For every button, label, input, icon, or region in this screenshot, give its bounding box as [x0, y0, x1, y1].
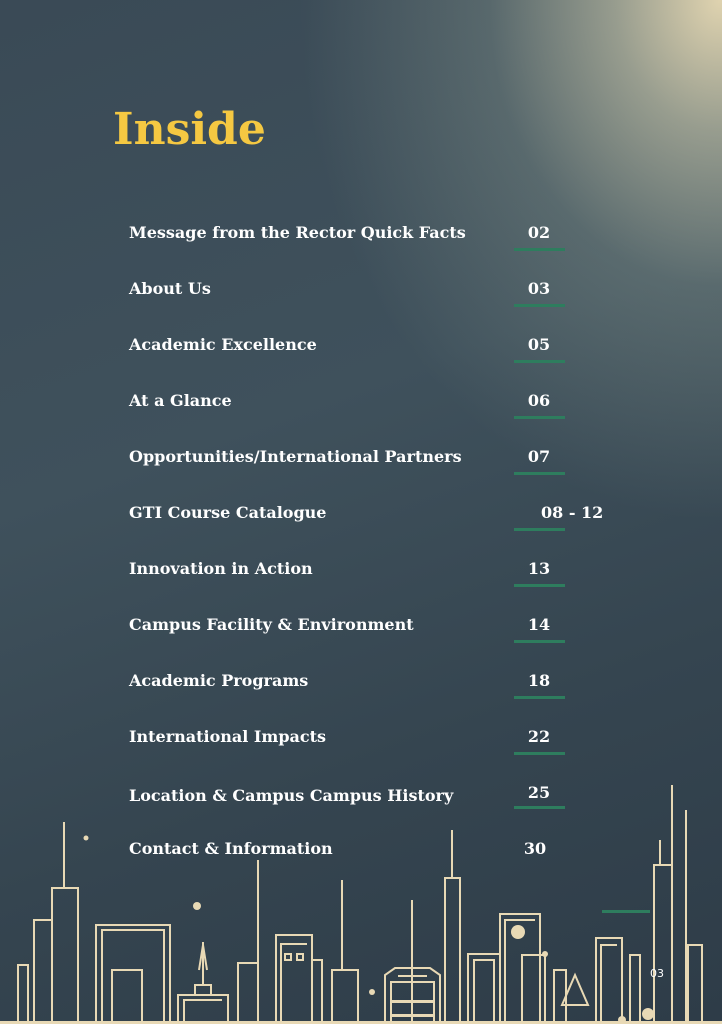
toc-entry[interactable]	[0, 503, 722, 543]
toc-entry-label: About Us	[129, 279, 211, 298]
toc-entry-underline	[514, 472, 565, 475]
toc-entry-underline	[514, 416, 565, 419]
toc-entry-page: 22	[527, 727, 551, 746]
toc-entry-label: Academic Excellence	[129, 335, 317, 354]
toc-entry[interactable]	[0, 335, 722, 375]
toc-entry-page: 05	[527, 335, 551, 354]
toc-entry-underline	[514, 528, 565, 531]
toc-entry-page: 06	[527, 391, 551, 410]
toc-entry-page: 25	[527, 783, 551, 802]
toc-entry-page: 07	[527, 447, 551, 466]
toc-entry[interactable]	[0, 223, 722, 263]
page-number: 03	[650, 967, 664, 980]
toc-entry-page: 03	[527, 279, 551, 298]
accent-line	[602, 910, 650, 913]
toc-entry-page: 30	[523, 839, 547, 858]
toc-entry[interactable]	[0, 279, 722, 319]
toc-entry-label: Campus Facility & Environment	[129, 615, 414, 634]
toc-entry-underline	[514, 360, 565, 363]
toc-entry-page: 18	[527, 671, 551, 690]
toc-entry-underline	[514, 640, 565, 643]
toc-entry-label: At a Glance	[129, 391, 232, 410]
toc-entry[interactable]	[0, 391, 722, 431]
toc-entry-underline	[514, 584, 565, 587]
toc-entry-underline	[514, 752, 565, 755]
toc-entry[interactable]	[0, 559, 722, 599]
toc-entry-page: 02	[527, 223, 551, 242]
toc-entry-page: 13	[527, 559, 551, 578]
toc-entry-label: GTI Course Catalogue	[129, 503, 327, 522]
toc-entry-label: Opportunities/International Partners	[129, 447, 462, 466]
page-title: Inside	[113, 104, 266, 155]
toc-entry-underline	[514, 248, 565, 251]
city-skyline-illustration	[0, 770, 722, 1024]
toc-entry-page: 14	[527, 615, 551, 634]
toc-entry-label: Message from the Rector Quick Facts	[129, 223, 466, 242]
toc-entry-label: Academic Programs	[129, 671, 309, 690]
toc-entry-underline	[514, 696, 565, 699]
toc-entry-label: Contact & Information	[129, 839, 333, 858]
toc-entry[interactable]	[0, 727, 722, 767]
toc-entry[interactable]	[0, 615, 722, 655]
toc-entry[interactable]	[0, 671, 722, 711]
toc-entry-label: Innovation in Action	[129, 559, 313, 578]
toc-entry-page: 08 - 12	[541, 503, 604, 522]
toc-entry[interactable]	[0, 447, 722, 487]
toc-entry-label: International Impacts	[129, 727, 327, 746]
toc-entry-underline	[514, 304, 565, 307]
toc-entry-label: Location & Campus Campus History	[129, 786, 454, 805]
